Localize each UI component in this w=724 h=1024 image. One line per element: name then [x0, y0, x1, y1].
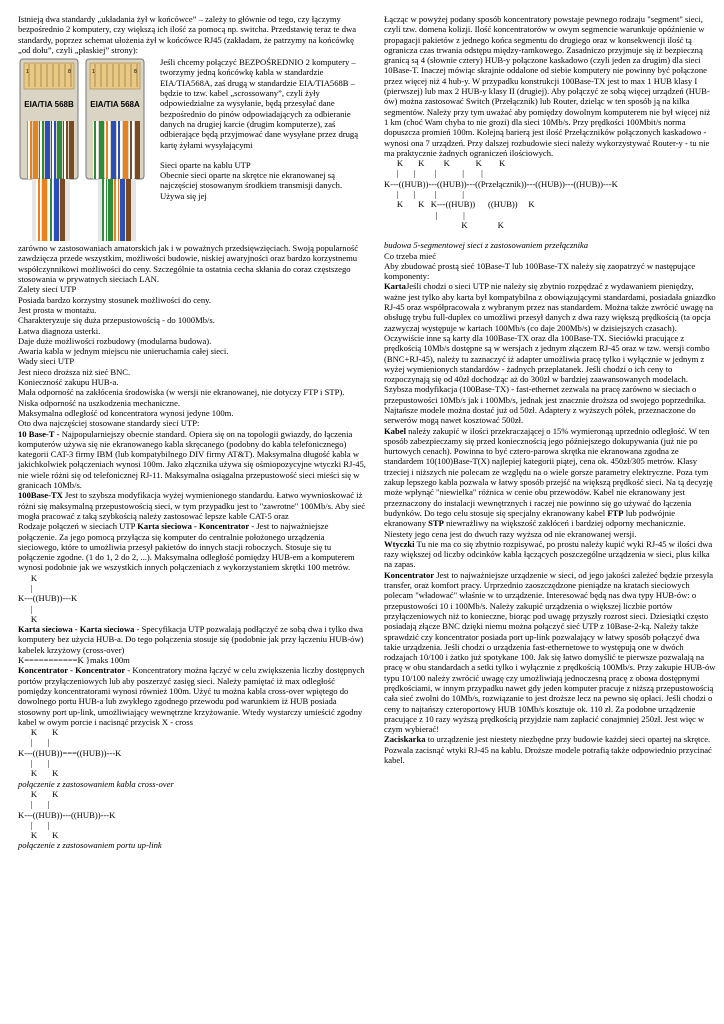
line: Jest nieco droższa niż sieć BNC. — [18, 366, 131, 377]
base100tx-label: 100Base-TX — [18, 490, 63, 501]
crossover-hub-diagram: K K | | K---((HUB))===((HUB))---K | | K K — [18, 727, 122, 779]
crimper-paragraph: Zaciskarka to urządzenie jest niestety niezbędne przy budowie każdej sieci opartej na skrętce. Pozwala zacisnąć wtyki RJ-45 na kablu. Droższe modele potrafią także odpowiednio przycinać kabel. — [384, 734, 712, 766]
rj45-figure-row — [18, 57, 366, 243]
hub-paragraph: Koncentrator Jest to najważniejsze urządzenie w sieci, od jego jakości zależeć będzie przesyła transfer, oraz komfort pracy. Urprzednio zaoszczędzone pieniądze na kratach sieciowych polecam "władować" właśnie w to urządzenie. Interesować będą nas dwa typy HUB-ów: o przepustowości 10 i 100Mb/s. Należy zakupić urządzenia o większej liczbie portów przyłączeniowych niż to konieczne, biorąc pod uwagę przyszły rozrost sieci. Dziesiątki często posiadają złącze BNC dzięki niemu można połączyć sieć UTP z 10Base-2-ką. Należy także sprawdzić czy koncentrator posiada port up-link pozwalający w łatwy sposób połączyć dwa takie urządzenia. Jeśli chodzi o urządzenia fast-ethernetowe to występują one w dwóch rodzajach 10/100 i żatko już spotykane 100. Jak się łatwo domyślić te pierwsze pozwalają na pracę w obu standardach a setki tylko i wyłącznie z prędkością 100Mb/s. Przy zakupie HUB-ów typu 10/100 należy zwrócić uwagę czy umożliwiają jednoczesną pracę z obома dostępnymi prędkościami, w innym przypadku nawet gdy jeden komputer pracuje z niższą przepustowością cała sieć zwolni do 10Mb/s, rozwiązanie to jest droższe lecz na pewno się opłaci. Jeśli chodzi o ceny to najtańszy czteroportowy HUB 10Mb/s kosztuje ok. 110 zł. Za podobne urządzenie pracujące z 10 razy wyższą prędkością przyjdzie nam zapłacić conajmniej 250zł. Jest więc w czym wybierać! — [384, 569, 716, 735]
line: Jest prosta w montażu. — [18, 304, 97, 315]
right-column — [384, 14, 716, 765]
line: Charakteryzuje się duża przepustowością - do 1000Mb/s. — [18, 315, 215, 326]
cable-paragraph: Kabel należy zakupić w ilości przekraczającej o 15% wymieronąą uprzednio odległość. W ten sposób zabezpieczamy się przed koniecznością jego późniejszego dokupywania (już nie po hurtowych cenach). Powinna to być cztero-parowa skrętka nie ekranowana zgodna ze standardem 10(100)Base-T(X) najlepiej kategorii piątej, cena ok. 450zł/305 metrów. Klasy trzeciej i niższych nie polecam ze względu na o wiele gorsze parametry elektryczne. Poza tym zakup lepszego kabla pozwala w łatwy sposób przejść na większą prędkość sieci. Na tą decyzję może wpłynąć "niewielka" różnica w cenie obu przewodów. Kabel nie ekranowany jest przeznaczony do instalacji wewnętrznych i raczej nie powinno się go używać do łączenia budynków. Do tego celu stosuje się specjalny ekranowany kabel FTP lub podwójnie ekranowany STP niewrażliwy na większość zakłóceń i bardziej odporny mechanicznie. Niestety jego cena jest do dwuch razy wyższa od nie ekranowanej wersji. — [384, 425, 713, 539]
base10t-paragraph: 10 Base-T - Najpopularniejszy obecnie standard. Opiera się on na topologii gwiazdy, do łączenia komputerów używa się nie ekranowanego kabla skręcanego (podobny do kabla telefonicznego) kategorii CAT-3 firmy IBM (lub kompatybilnego DIV firmy AT&T). Maksymalna długość kabla w jakichkolwiek połączeniach wynosi 100m. Jako złącznika używa się ośmiopozycyjne wtyczki RJ-45, nie wiele różni się od telefonicznej RJ-11. Maksymalna osiągalna przepustowość sieci mieści się w granicach 10Mb/s. — [18, 428, 366, 491]
utp-heading: Sieci oparte na kablu UTP — [160, 159, 251, 170]
line: Konieczność zakupu HUB-a. — [18, 377, 119, 388]
plug-568b-label: EIA/TIA 568B — [24, 100, 74, 110]
line: Wady sieci UTP — [18, 356, 75, 367]
crossover-caption: połączenie z zastosowaniem kabla cross-over — [18, 778, 174, 789]
plug-568a-pin-start: 1 — [92, 69, 95, 76]
line: Zalety sieci UTP — [18, 284, 77, 295]
line: Oto dwa najczęściej stosowane standardy sieci UTP: — [18, 418, 200, 429]
utp-intro-a: Obecnie sieci oparte na skrętce nie ekranowanej są najczęściej stosowanym środkiem transmisji danych. Używa się jej — [160, 170, 343, 201]
card-card-paragraph: Karta sieciowa - Karta sieciowa - Specyfikacja UTP pozwalają podłączyć ze sobą dwa i tylko dwa komputery bez użycia HUB-a. Do tego połączenia stosuje się (podobnie jak przy łączeniu HUB-ów) kabelek krzyżowy (cross-over) — [18, 624, 364, 655]
card-paragraph: KartaJeśli chodzi o sieci UTP nie należy się zbytnio rozpędzać z wydawaniem pieniędzy, ważne jest tylko aby karta był kompatybilna z obowiązującymi standardami, posiadała gniazdko RJ-45 oraz współpracowała z wybranym przez nas standardem. Można także zwrócić uwagę na obsługę trybu full-duplex co umożliwi przesył danych z dwa razy większą prędkością (ta opcja zazwyczaj występuje w kartach 100Mb/s (co daje 200Mb/s) w dzisiejszych czasach). Oczywiście inne są karty dla 100Base-TX oraz dla 100Base-TX. Sieciówki pracujące z prędkością 10Mb/s dostępne są w wersjach z jednym złączem RJ-45 oraz w tzw. wersji combo (BNC+RJ-45), należy tu zaznaczyć iż adapter umożliwia pracę tylko i wyłącznie w jednym z wyżej wymienionych standardów - żadnych przeplatanek. Jeśli chodzi o ich ceny to rozpoczynają się od 40zł dochodząc aż do 300zł w bardziej zaawansowanych modelach. Szybsza modyfikacja (100Base-TX) - fast-ethernet zezwala na pracę zarówno w sieciach o przepustowości 10Mb/s jak i 100Mb/s, jednak jest znacznie droższa od swojego poprzednika. Najtańsze modele można dostać już od 50zł. Adaptery z wyższych półek, przeznaczone do serwerów mogą nawet kosztować 500zł. — [384, 281, 716, 426]
low-resistance-paragraph: Mała odporność na zakłócenia środowiska (w wersji nie ekranowanej, nie dotyczy FTP i STP). — [18, 387, 345, 398]
plug-568a-pin-end: 8 — [134, 69, 137, 76]
base100tx-paragraph: 100Base-TX Jest to szybsza modyfikacja wyżej wymienionego standardu. Łatwo wywnioskować iż różni się maksymalną przepustowością sieci, w tym przypadku jest to "zawrotne" 100Mb/s. Aby sieć mogła pracować z taką szybkością należy zastosować lepsze kable CAT-5 oraz — [18, 490, 366, 521]
crossover-paragraph: Jeśli chcemy połączyć BEZPOŚREDNIO 2 komputery – tworzymy jedną końcówkę kabla w standardzie EIA/TIA568A, zaś drugą w standardzie EIA/TIA568B – będzie to tzw. kabel „scrossowany”, czyli żyły odpowiedzialne za wysyłanie, będą przesyłać dane bezpośrednio do pinów odpowiadających za odbieranie danych na drugiej karcie (drugim komputerze), zaś odbierające będą przyjmować dane wysyłane przez drugą kartę żyłami wysyłającymi — [160, 57, 359, 150]
utp-intro-b: zarówno w zastosowaniach amatorskich jak i w poważnych przedsięwzięciach. Swoją popularność zawdzięcza przede wszystkim, możliwości budowie, niskiej awaryjności oraz bardzo korzystnemu współczynnikowi możliwości do ceny. Szczególnie ta ostatnia cecha skłania do coraz częstszego stosowania w prywatnych sieciach LAN. — [18, 243, 359, 285]
line: Maksymalna odległość od koncentratora wynosi jedyne 100m. — [18, 407, 234, 418]
segment-paragraph: Łącząc w powyżej podany sposób koncentratory powstaje pewnego rodzaju "segment" sieci, czyli tzw. domena kolizji. Ilość koncentratorów w owym segmencie warunkuje opóźnienie w propagacji pakietów z jednego końca segmentu do drugiego oraz w konsekwencji ilość tą ogranicza czas trwania odstępu między-ramkowego. Zasadniczo przyjmuje się iż bezpieczną granicą są 4 (słownie cztery) HUB-y połączone kaskadowo (czyli jeden za drugim) dla sieci 10Base-T. Inaczej mówiąc skrajnie oddalone od siebie komputery nie powinny być połączone przez więcej niż 4 hub-y. W przypadku konstrukcji 100Base-TX jest to max 1 HUB klasy I (pierwszej) lub max 2 HUB-y klasy II (drugiej). Aby połączyć ze sobą więcej urządzeń (HUB-ów) można zastosować Switch (Przełącznik) lub Router, dzieląc w ten sposób ją na kilka segmentów. Należy przy tym uważać aby pomiędzy dowolnym komputerem nie był więcej niż 1 km (choć Wam chyba to nie grozi) dla sieci 10Mb/s. Przy prędkości 100Mbit/s norma dopuszcza promień 100m. Kolejną barierą jest ilość Przełączników połączonych kaskadowo - wynosi ona 7 urządzeń. Przy dalszej rozbudowie sieci należy wykorzystywać Router-y - tu nie ma praktycznie żadnych ograniczeń ilościowych. — [384, 14, 711, 158]
uplink-caption: połączenie z zastosowaniem portu up-link — [18, 840, 162, 851]
line: Posiada bardzo korzystny stosunek możliwości do ceny. — [18, 294, 212, 305]
figure-side-text — [160, 57, 366, 243]
plug-568b — [20, 59, 78, 241]
requirements-intro: Aby zbudować prostą sieć 10Base-T lub 100Base-TX należy się zaopatrzyć w następujące komponenty: — [384, 260, 696, 282]
hub-star-diagram: K | K---((HUB))---K | K — [18, 572, 78, 624]
plug-568b-pin-end: 8 — [68, 69, 71, 76]
card-card-line: K===========K }maks 100m — [18, 655, 130, 666]
plug-568a-label: EIA/TIA 568A — [90, 100, 140, 110]
plugs-paragraph: Wtyczki Tu nie ma co się zbytnio rozpisywać, po prostu należy kupić wyki RJ-45 w ilości dwa razy większej od liczby odcinków kabla łączących poszczególne urządzenia w sieci, plus kilka na zapas. — [384, 538, 713, 570]
uplink-hub-diagram: K K | | K---((HUB))---((HUB))---K | | K K — [18, 788, 116, 841]
plug-568b-pin-start: 1 — [26, 69, 29, 76]
line: Niska odporność na uszkodzenia mechaniczne. — [18, 397, 181, 408]
five-segment-caption: budowa 5-segmentowej sieci z zastosowaniem przełącznika — [384, 240, 589, 251]
left-column — [18, 14, 366, 851]
plug-568a — [86, 59, 144, 241]
rj45-wiring-diagram — [18, 57, 148, 243]
line: Awaria kabla w jednym miejscu nie unieruchamia całej sieci. — [18, 346, 229, 357]
five-segment-diagram: K K K K K | | | | | K---((HUB))---((HUB))---((Przełącznik))---((HUB))---((HUB))---K | | | | K K K---((HUB)) ((HUB)) K | | K K — [384, 158, 618, 230]
base10t-label: 10 Base-T — [18, 428, 55, 439]
line: Łatwa diagnoza usterki. — [18, 325, 101, 336]
intro-paragraph: Istnieją dwa standardy „układania żył w końcówce” – zależy to głównie od tego, czy łączymy bezpośrednio 2 komputery, czy większą ich ilość za pomocą np. switcha. Przedstawię teraz te dwa standardy, poprzez schemat ułożenia żył w końcówce RJ45 (zakładam, że patrzymy na końcówkę „od dołu”, czyli „płaskiej” strony): — [18, 14, 357, 55]
requirements-heading: Co trzeba mieć — [384, 250, 437, 261]
hub-hub-paragraph: Koncentrator - Koncentrator - Koncentratory można łączyć w celu zwiększenia liczby dostępnych portów przyłączeniowych lub aby poszerzyć zasięg sieci. Należy pamiętać iż max odległość pomiędzy koncentratorami wynosi również 100m. Użyć tu można kabla cross-over wpiętego do dowolnego portu HUB-a lub zwykłego zgodnego przewodu pod warunkiem iż HUB posiada stosowny port up-link, umożliwiający wewnętrzne krzyżowanie. Wtedy wystarczy umieścić zgodny kabel w owym porcie i nacisnąć przycisk X - cross — [18, 665, 365, 727]
connection-types-paragraph: Rodzaje połączeń w sieciach UTP Karta sieciowa - Koncentrator - Jest to najważniejsze połączenie. Za jego pomocą przyłącza się komputer do centralnie położonego urządzenia sieciowego, które to umożliwia przesył pakietów do innych stacji roboczych. Stosuje się tu połączenie zgodne. (1 do 1, 2 do 2, ...). Maksymalna odległość pomiędzy HUB-em a komputerem wynosi podobnie jak we wszystkich innych połączeniach z wykorzystaniem skrętki 100 metrów. — [18, 521, 355, 573]
line: Daje duże możliwości rozbudowy (modularna budowa). — [18, 335, 212, 346]
